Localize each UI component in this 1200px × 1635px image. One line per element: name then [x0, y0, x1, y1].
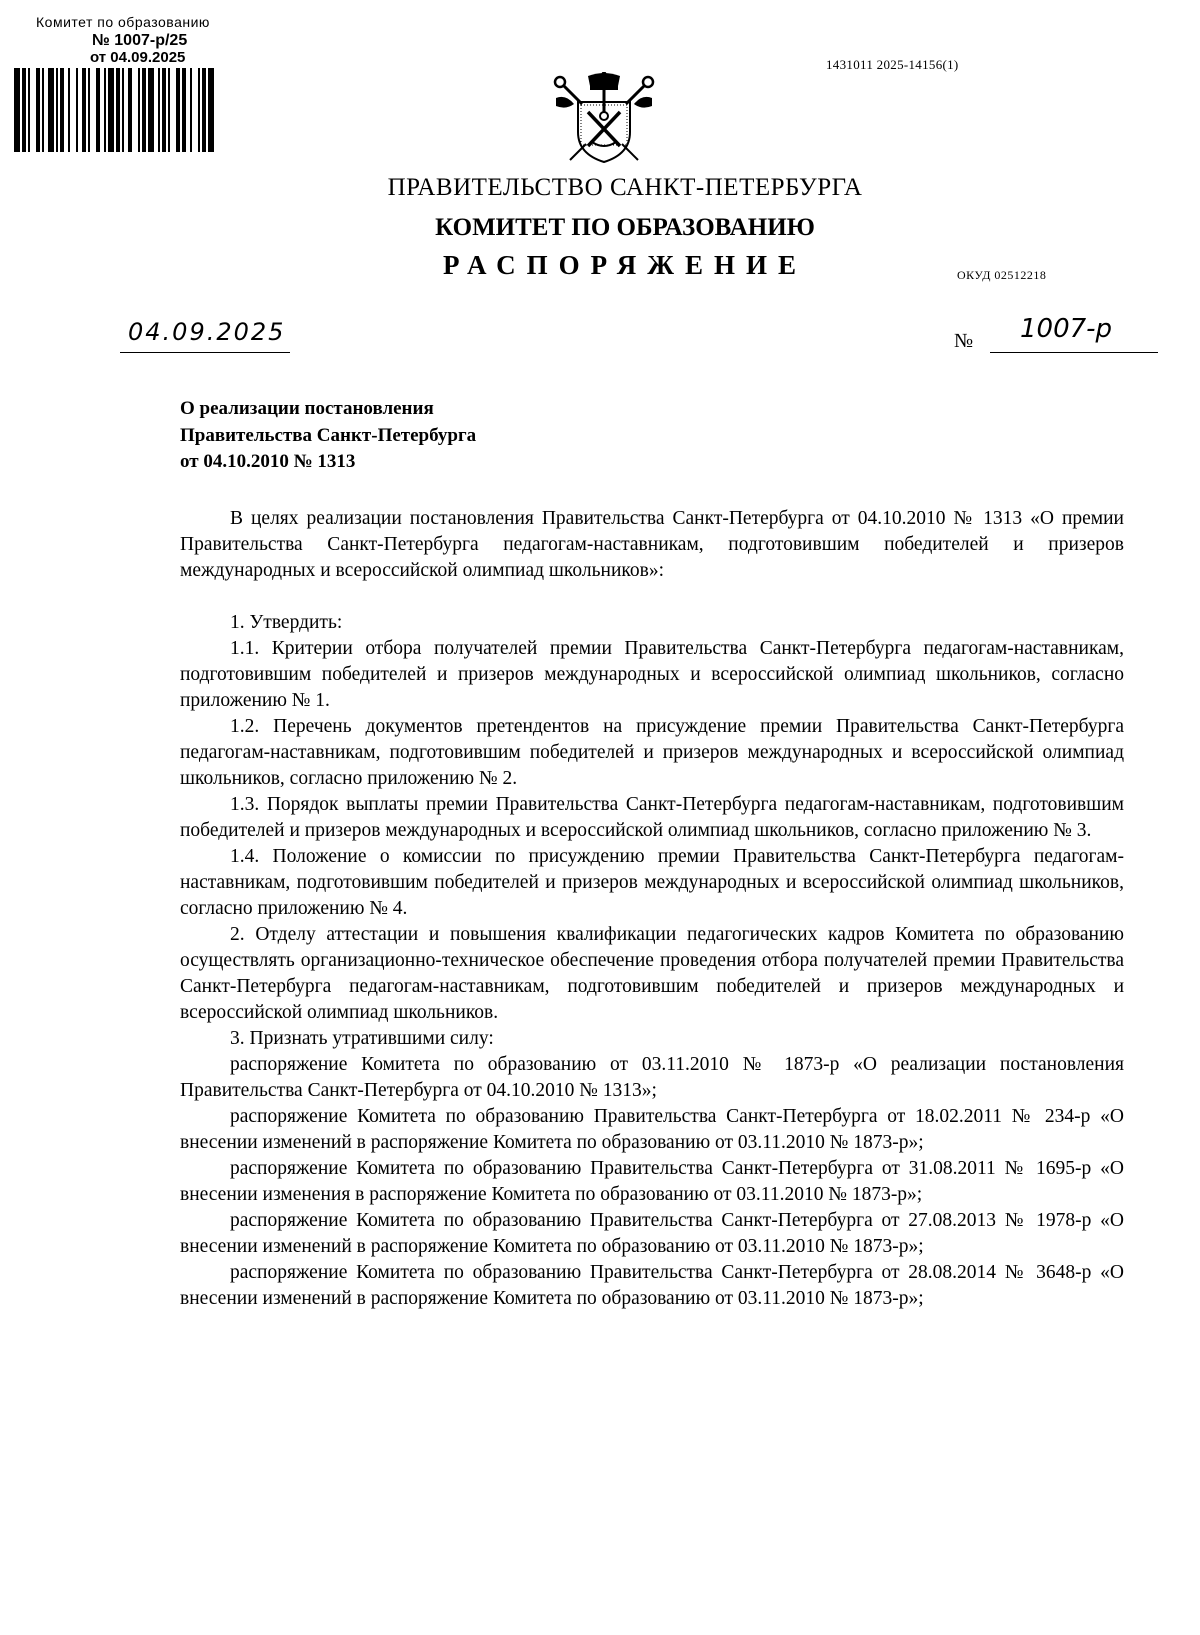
- stamp-issuer: Комитет по образованию: [36, 14, 210, 30]
- date-field: [120, 318, 290, 353]
- clause-1-3: 1.3. Порядок выплаты премии Правительства Санкт-Петербурга педагогам-наставникам, подготовившим победителей и призеров международных и всероссийской олимпиад школьников, согласно приложению № 3.: [180, 794, 1124, 841]
- committee-title: КОМИТЕТ ПО ОБРАЗОВАНИЮ: [435, 214, 815, 241]
- repealed-order: распоряжение Комитета по образованию Правительства Санкт-Петербурга от 28.08.2014 № 3648-р «О внесении изменений в распоряжение Комитета по образованию от 03.11.2010 № 1873-р»;: [180, 1262, 1124, 1309]
- government-title: ПРАВИТЕЛЬСТВО САНКТ-ПЕТЕРБУРГА: [387, 174, 863, 201]
- repealed-order: распоряжение Комитета по образованию от 03.11.2010 № 1873-р «О реализации постановления Правительства Санкт-Петербурга от 04.10.2010 № 1313»;: [180, 1054, 1124, 1101]
- clause-1-2: 1.2. Перечень документов претендентов на присуждение премии Правительства Санкт-Петербурга педагогам-наставникам, подготовившим победителей и призеров международных и всероссийской олимпиад школьников, согласно приложению № 2.: [180, 716, 1124, 789]
- clause-1-1: 1.1. Критерии отбора получателей премии Правительства Санкт-Петербурга педагогам-наставникам, подготовившим победителей и призеров международных и всероссийской олимпиад школьников, согласно приложению № 1.: [180, 638, 1124, 711]
- document-subject: [180, 396, 476, 476]
- clause-1-4: 1.4. Положение о комиссии по присуждению премии Правительства Санкт-Петербурга педагогам-наставникам, подготовившим победителей и призеров международных и всероссийской олимпиад школьников, согласно приложению № 4.: [180, 846, 1124, 919]
- okud-code: ОКУД 02512218: [957, 268, 1047, 282]
- subject-line: от 04.10.2010 № 1313: [180, 451, 356, 472]
- clause-3: 3. Признать утратившими силу:: [230, 1028, 494, 1049]
- stamp-date: от 04.09.2025: [90, 49, 186, 66]
- repealed-order: распоряжение Комитета по образованию Правительства Санкт-Петербурга от 27.08.2013 № 1978-р «О внесении изменений в распоряжение Комитета по образованию от 03.11.2010 № 1873-р»;: [180, 1210, 1124, 1257]
- registration-stamp: [14, 4, 284, 154]
- document-body: [180, 506, 1124, 1312]
- coat-of-arms-icon: [552, 72, 656, 164]
- handwritten-date: 04.09.2025: [128, 318, 286, 346]
- preamble-paragraph: В целях реализации постановления Правительства Санкт-Петербурга от 04.10.2010 № 1313 «О премии Правительства Санкт-Петербурга педагогам-наставникам, подготовившим победителей и призеров международных и всероссийской олимпиад школьников»:: [180, 508, 1124, 581]
- clause-1: 1. Утвердить:: [230, 612, 343, 633]
- repealed-order: распоряжение Комитета по образованию Правительства Санкт-Петербурга от 31.08.2011 № 1695-р «О внесении изменения в распоряжение Комитета по образованию от 03.11.2010 № 1873-р»;: [180, 1158, 1124, 1205]
- subject-line: О реализации постановления: [180, 398, 434, 419]
- clause-2: 2. Отделу аттестации и повышения квалификации педагогических кадров Комитета по образованию осуществлять организационно-техническое обеспечение проведения отбора получателей премии Правительства Санкт-Петербурга педагогам-наставникам, подготовившим победителей и призеров международных и всероссийской олимпиад школьников.: [180, 924, 1124, 1023]
- number-label: №: [954, 330, 974, 352]
- number-field: [990, 314, 1158, 353]
- subject-line: Правительства Санкт-Петербурга: [180, 424, 477, 446]
- registration-number: 1431011 2025-14156(1): [826, 57, 959, 72]
- barcode-icon: [14, 68, 276, 152]
- document-type-title: РАСПОРЯЖЕНИЕ: [442, 250, 808, 280]
- repealed-order: распоряжение Комитета по образованию Правительства Санкт-Петербурга от 18.02.2011 № 234-р «О внесении изменений в распоряжение Комитета по образованию от 03.11.2010 № 1873-р»;: [180, 1106, 1124, 1153]
- stamp-number: № 1007-р/25: [92, 32, 188, 49]
- handwritten-number: 1007-р: [1020, 314, 1113, 344]
